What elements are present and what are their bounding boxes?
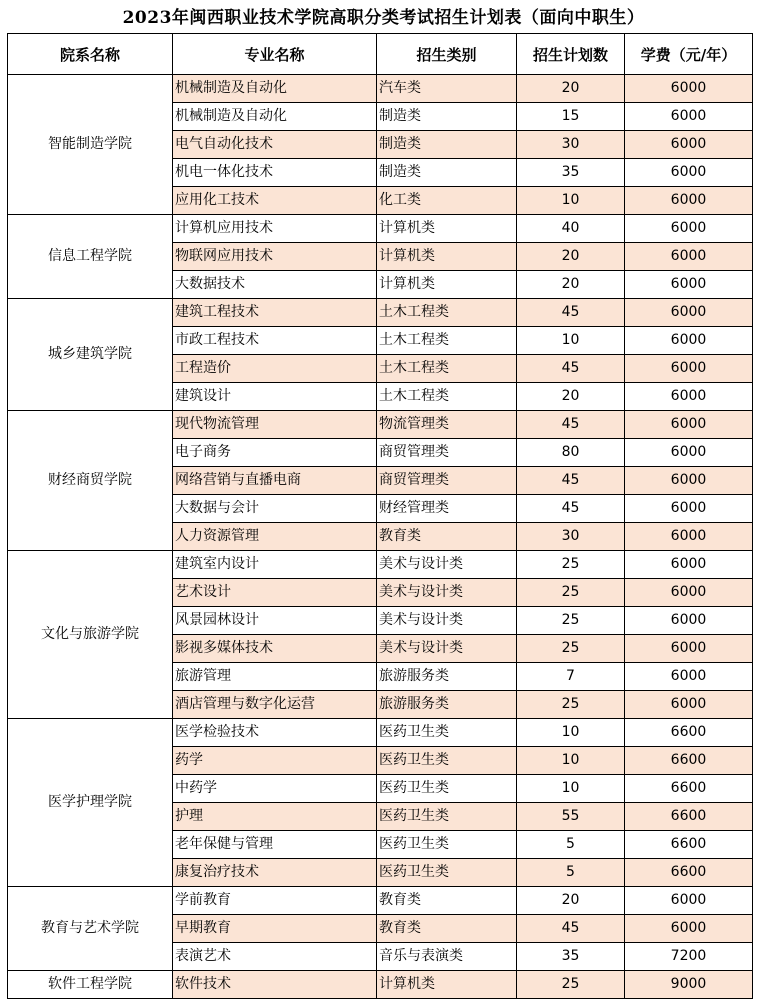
- major-cell[interactable]: 计算机应用技术: [173, 215, 377, 243]
- table-row: [8, 971, 753, 999]
- fee-cell[interactable]: 6000: [625, 579, 753, 607]
- header-category[interactable]: 招生类别: [377, 34, 517, 75]
- fee-cell[interactable]: 6000: [625, 159, 753, 187]
- fee-cell[interactable]: 6600: [625, 803, 753, 831]
- fee-cell[interactable]: 6000: [625, 243, 753, 271]
- category-cell[interactable]: 美术与设计类: [377, 551, 517, 579]
- plan-cell[interactable]: 25: [517, 551, 625, 579]
- plan-cell[interactable]: 40: [517, 215, 625, 243]
- major-cell[interactable]: 中药学: [173, 775, 377, 803]
- plan-cell[interactable]: 45: [517, 411, 625, 439]
- fee-cell[interactable]: 6000: [625, 691, 753, 719]
- fee-cell[interactable]: 6000: [625, 215, 753, 243]
- plan-cell[interactable]: 10: [517, 187, 625, 215]
- category-cell[interactable]: 计算机类: [377, 243, 517, 271]
- category-cell[interactable]: 计算机类: [377, 271, 517, 299]
- category-cell[interactable]: 美术与设计类: [377, 607, 517, 635]
- fee-cell[interactable]: 6000: [625, 915, 753, 943]
- category-cell[interactable]: 教育类: [377, 887, 517, 915]
- college-cell[interactable]: 文化与旅游学院: [8, 551, 173, 719]
- fee-cell[interactable]: 6000: [625, 635, 753, 663]
- plan-cell[interactable]: 30: [517, 523, 625, 551]
- fee-cell[interactable]: 6000: [625, 355, 753, 383]
- category-cell[interactable]: 医药卫生类: [377, 859, 517, 887]
- plan-cell[interactable]: 5: [517, 831, 625, 859]
- plan-cell[interactable]: 20: [517, 243, 625, 271]
- category-cell[interactable]: 土木工程类: [377, 383, 517, 411]
- category-cell[interactable]: 教育类: [377, 915, 517, 943]
- college-cell[interactable]: 信息工程学院: [8, 215, 173, 299]
- plan-cell[interactable]: 10: [517, 747, 625, 775]
- plan-cell[interactable]: 20: [517, 887, 625, 915]
- plan-cell[interactable]: 7: [517, 663, 625, 691]
- category-cell[interactable]: 土木工程类: [377, 355, 517, 383]
- college-cell[interactable]: 教育与艺术学院: [8, 887, 173, 971]
- category-cell[interactable]: 美术与设计类: [377, 635, 517, 663]
- major-cell[interactable]: 老年保健与管理: [173, 831, 377, 859]
- plan-cell[interactable]: 45: [517, 495, 625, 523]
- fee-cell[interactable]: 6000: [625, 271, 753, 299]
- plan-cell[interactable]: 45: [517, 299, 625, 327]
- header-fee[interactable]: 学费（元/年）: [625, 34, 753, 75]
- plan-cell[interactable]: 10: [517, 775, 625, 803]
- major-cell[interactable]: 建筑工程技术: [173, 299, 377, 327]
- category-cell[interactable]: 旅游服务类: [377, 663, 517, 691]
- major-cell[interactable]: 医学检验技术: [173, 719, 377, 747]
- plan-cell[interactable]: 25: [517, 971, 625, 999]
- fee-cell[interactable]: 6600: [625, 747, 753, 775]
- major-cell[interactable]: 药学: [173, 747, 377, 775]
- plan-cell[interactable]: 25: [517, 691, 625, 719]
- major-cell[interactable]: 工程造价: [173, 355, 377, 383]
- fee-cell[interactable]: 6000: [625, 131, 753, 159]
- fee-cell[interactable]: 6000: [625, 327, 753, 355]
- plan-cell[interactable]: 25: [517, 635, 625, 663]
- fee-cell[interactable]: 6000: [625, 299, 753, 327]
- college-cell[interactable]: 医学护理学院: [8, 719, 173, 887]
- table-row: [8, 299, 753, 327]
- fee-cell[interactable]: 7200: [625, 943, 753, 971]
- plan-cell[interactable]: 5: [517, 859, 625, 887]
- major-cell[interactable]: 影视多媒体技术: [173, 635, 377, 663]
- major-cell[interactable]: 艺术设计: [173, 579, 377, 607]
- fee-cell[interactable]: 6000: [625, 523, 753, 551]
- major-cell[interactable]: 风景园林设计: [173, 607, 377, 635]
- category-cell[interactable]: 医药卫生类: [377, 747, 517, 775]
- major-cell[interactable]: 市政工程技术: [173, 327, 377, 355]
- table-row: [8, 75, 753, 103]
- fee-cell[interactable]: 6000: [625, 607, 753, 635]
- major-cell[interactable]: 物联网应用技术: [173, 243, 377, 271]
- category-cell[interactable]: 商贸管理类: [377, 467, 517, 495]
- major-cell[interactable]: 电子商务: [173, 439, 377, 467]
- category-cell[interactable]: 旅游服务类: [377, 691, 517, 719]
- enrollment-plan-table: [7, 33, 753, 999]
- table-row: [8, 887, 753, 915]
- major-cell[interactable]: 建筑设计: [173, 383, 377, 411]
- major-cell[interactable]: 建筑室内设计: [173, 551, 377, 579]
- major-cell[interactable]: 电气自动化技术: [173, 131, 377, 159]
- category-cell[interactable]: 财经管理类: [377, 495, 517, 523]
- table-body: [8, 75, 753, 999]
- category-cell[interactable]: 化工类: [377, 187, 517, 215]
- major-cell[interactable]: 现代物流管理: [173, 411, 377, 439]
- category-cell[interactable]: 教育类: [377, 523, 517, 551]
- plan-cell[interactable]: 20: [517, 383, 625, 411]
- plan-cell[interactable]: 30: [517, 131, 625, 159]
- major-cell[interactable]: 康复治疗技术: [173, 859, 377, 887]
- fee-cell[interactable]: 6000: [625, 75, 753, 103]
- category-cell[interactable]: 商贸管理类: [377, 439, 517, 467]
- plan-cell[interactable]: 45: [517, 915, 625, 943]
- plan-cell[interactable]: 45: [517, 467, 625, 495]
- header-row: [8, 34, 753, 75]
- category-cell[interactable]: 美术与设计类: [377, 579, 517, 607]
- major-cell[interactable]: 机械制造及自动化: [173, 75, 377, 103]
- major-cell[interactable]: 大数据与会计: [173, 495, 377, 523]
- major-cell[interactable]: 早期教育: [173, 915, 377, 943]
- plan-cell[interactable]: 25: [517, 579, 625, 607]
- category-cell[interactable]: 医药卫生类: [377, 803, 517, 831]
- category-cell[interactable]: 物流管理类: [377, 411, 517, 439]
- plan-cell[interactable]: 80: [517, 439, 625, 467]
- category-cell[interactable]: 计算机类: [377, 215, 517, 243]
- fee-cell[interactable]: 6000: [625, 495, 753, 523]
- college-cell[interactable]: 智能制造学院: [8, 75, 173, 215]
- major-cell[interactable]: 大数据技术: [173, 271, 377, 299]
- fee-cell[interactable]: 6000: [625, 383, 753, 411]
- major-cell[interactable]: 网络营销与直播电商: [173, 467, 377, 495]
- plan-cell[interactable]: 35: [517, 943, 625, 971]
- plan-cell[interactable]: 45: [517, 355, 625, 383]
- fee-cell[interactable]: 6000: [625, 439, 753, 467]
- plan-cell[interactable]: 25: [517, 607, 625, 635]
- header-college[interactable]: 院系名称: [8, 34, 173, 75]
- fee-cell[interactable]: 6600: [625, 775, 753, 803]
- major-cell[interactable]: 旅游管理: [173, 663, 377, 691]
- category-cell[interactable]: 制造类: [377, 103, 517, 131]
- fee-cell[interactable]: 6000: [625, 551, 753, 579]
- plan-cell[interactable]: 20: [517, 75, 625, 103]
- fee-cell[interactable]: 6600: [625, 831, 753, 859]
- plan-cell[interactable]: 10: [517, 327, 625, 355]
- category-cell[interactable]: 制造类: [377, 159, 517, 187]
- major-cell[interactable]: 人力资源管理: [173, 523, 377, 551]
- plan-cell[interactable]: 20: [517, 271, 625, 299]
- category-cell[interactable]: 医药卫生类: [377, 831, 517, 859]
- category-cell[interactable]: 制造类: [377, 131, 517, 159]
- category-cell[interactable]: 土木工程类: [377, 299, 517, 327]
- fee-cell[interactable]: 6600: [625, 719, 753, 747]
- fee-cell[interactable]: 6600: [625, 859, 753, 887]
- table-row: [8, 719, 753, 747]
- table-title: 2023年闽西职业技术学院高职分类考试招生计划表（面向中职生）: [122, 8, 645, 28]
- fee-cell[interactable]: 6000: [625, 887, 753, 915]
- category-cell[interactable]: 医药卫生类: [377, 719, 517, 747]
- major-cell[interactable]: 酒店管理与数字化运营: [173, 691, 377, 719]
- category-cell[interactable]: 音乐与表演类: [377, 943, 517, 971]
- table-row: [8, 551, 753, 579]
- plan-cell[interactable]: 35: [517, 159, 625, 187]
- college-cell[interactable]: 软件工程学院: [8, 971, 173, 999]
- table-row: [8, 215, 753, 243]
- fee-cell[interactable]: 6000: [625, 663, 753, 691]
- major-cell[interactable]: 机电一体化技术: [173, 159, 377, 187]
- fee-cell[interactable]: 6000: [625, 103, 753, 131]
- header-major[interactable]: 专业名称: [173, 34, 377, 75]
- category-cell[interactable]: 土木工程类: [377, 327, 517, 355]
- major-cell[interactable]: 机械制造及自动化: [173, 103, 377, 131]
- fee-cell[interactable]: 6000: [625, 467, 753, 495]
- fee-cell[interactable]: 6000: [625, 187, 753, 215]
- category-cell[interactable]: 计算机类: [377, 971, 517, 999]
- plan-cell[interactable]: 10: [517, 719, 625, 747]
- major-cell[interactable]: 软件技术: [173, 971, 377, 999]
- category-cell[interactable]: 医药卫生类: [377, 775, 517, 803]
- plan-cell[interactable]: 15: [517, 103, 625, 131]
- major-cell[interactable]: 护理: [173, 803, 377, 831]
- fee-cell[interactable]: 6000: [625, 411, 753, 439]
- college-cell[interactable]: 财经商贸学院: [8, 411, 173, 551]
- major-cell[interactable]: 表演艺术: [173, 943, 377, 971]
- table-row: [8, 411, 753, 439]
- fee-cell[interactable]: 9000: [625, 971, 753, 999]
- category-cell[interactable]: 汽车类: [377, 75, 517, 103]
- major-cell[interactable]: 应用化工技术: [173, 187, 377, 215]
- header-plan[interactable]: 招生计划数: [517, 34, 625, 75]
- plan-cell[interactable]: 55: [517, 803, 625, 831]
- major-cell[interactable]: 学前教育: [173, 887, 377, 915]
- college-cell[interactable]: 城乡建筑学院: [8, 299, 173, 411]
